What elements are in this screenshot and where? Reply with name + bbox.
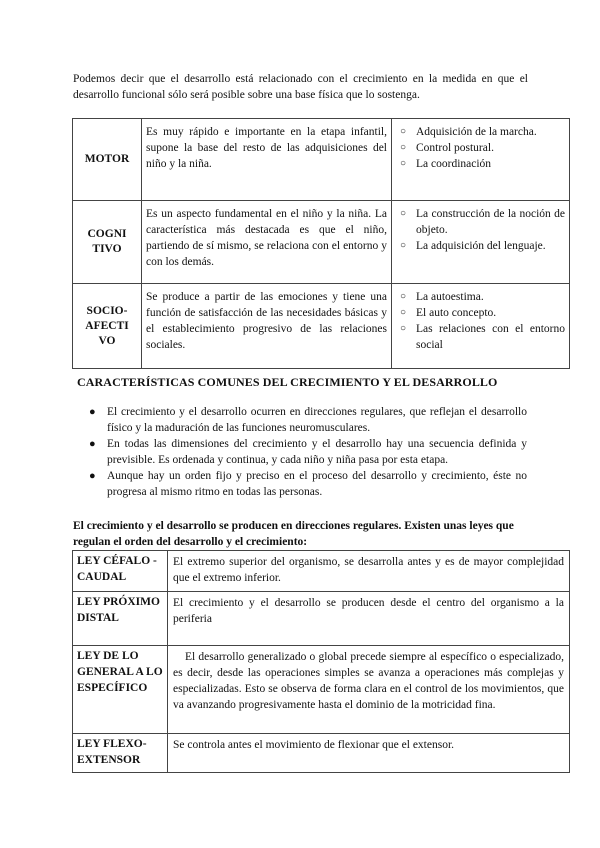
intro-paragraph: Podemos decir que el desarrollo está relacionado con el crecimiento en la medida en que el desarrollo funcional sólo será posible sobre una base física que lo sostenga. <box>73 73 528 101</box>
development-areas-table <box>72 118 570 369</box>
area-label-motor: MOTOR <box>73 119 142 201</box>
table-row <box>73 284 570 369</box>
area-description: Se produce a partir de las emociones y tiene una función de satisfacción de las necesidades básicas y el establecimiento progresivo de las relaciones sociales. <box>142 284 392 369</box>
circle-bullet-icon: ○ <box>400 323 407 334</box>
law-text: El desarrollo generalizado o global precede siempre al específico o especializado, es decir, desde las operaciones simples se avanza a operaciones más complejas y especializadas. Esto se observa de forma clara en el control de los movimientos, que va avanzando progresivamente hasta el dominio de la motricidad fina. <box>168 646 570 734</box>
list-item: ○ Adquisición de la marcha. <box>400 126 537 138</box>
area-label-cognitivo: COGNI TIVO <box>73 201 142 284</box>
list-item: ○ La adquisición del lenguaje. <box>400 240 546 252</box>
circle-bullet-icon: ○ <box>400 291 407 302</box>
circle-bullet-icon: ○ <box>400 158 407 169</box>
circle-bullet-icon: ○ <box>400 307 407 318</box>
circle-bullet-icon: ○ <box>400 142 407 153</box>
area-items <box>392 284 570 369</box>
list-item: ○ El auto concepto. <box>400 307 497 319</box>
area-label-socioafectivo: SOCIO-AFECTI VO <box>73 284 142 369</box>
table-row <box>73 551 570 592</box>
law-text: El extremo superior del organismo, se desarrolla antes y es de mayor complejidad que el extremo inferior. <box>168 551 570 592</box>
law-name: LEY PRÓXIMO DISTAL <box>73 592 168 646</box>
law-name: LEY DE LO GENERAL A LO ESPECÍFICO <box>73 646 168 734</box>
list-item: ○ Las relaciones con el entorno social <box>400 323 565 351</box>
circle-bullet-icon: ○ <box>400 126 407 137</box>
area-items <box>392 201 570 284</box>
table-row <box>73 119 570 201</box>
list-item: ○ La coordinación <box>400 158 492 170</box>
circle-bullet-icon: ○ <box>400 240 407 251</box>
list-item: ● El crecimiento y el desarrollo ocurren en direcciones regulares, que reflejan el desarrollo físico y la maduración de las funciones neuromusculares. <box>89 406 527 434</box>
list-item: ○ La construcción de la noción de objeto. <box>400 208 565 236</box>
dot-bullet-icon: ● <box>89 470 96 482</box>
common-characteristics-list <box>87 404 527 500</box>
area-description: Es muy rápido e importante en la etapa infantil, supone la base del resto de las adquisiciones del niño y la niña. <box>142 119 392 201</box>
table-row <box>73 646 570 734</box>
law-text: Se controla antes el movimiento de flexionar que el extensor. <box>168 734 570 773</box>
area-description: Es un aspecto fundamental en el niño y la niña. La característica más destacada es que el niño, partiendo de sí mismo, se relaciona con el entorno y con los demás. <box>142 201 392 284</box>
laws-intro: El crecimiento y el desarrollo se producen en direcciones regulares. Existen unas leyes que regulan el orden del desarrollo y el crecimiento: <box>73 520 514 548</box>
list-item: ● Aunque hay un orden fijo y preciso en el proceso del desarrollo y crecimiento, éste no progresa al mismo ritmo en todas las personas. <box>89 470 527 498</box>
table-row <box>73 734 570 773</box>
table-row <box>73 201 570 284</box>
table-row <box>73 592 570 646</box>
laws-table <box>72 550 570 773</box>
circle-bullet-icon: ○ <box>400 208 407 219</box>
list-item: ● En todas las dimensiones del crecimiento y el desarrollo hay una secuencia definida y previsible. Es ordenada y continua, y cada niño y niña pasa por esta etapa. <box>89 438 527 466</box>
dot-bullet-icon: ● <box>89 438 96 450</box>
law-name: LEY FLEXO-EXTENSOR <box>73 734 168 773</box>
law-name: LEY CÉFALO -CAUDAL <box>73 551 168 592</box>
section-title: CARACTERÍSTICAS COMUNES DEL CRECIMIENTO Y EL DESARROLLO <box>77 375 498 389</box>
area-items <box>392 119 570 201</box>
list-item: ○ La autoestima. <box>400 291 484 303</box>
law-text: El crecimiento y el desarrollo se producen desde el centro del organismo a la periferia <box>168 592 570 646</box>
dot-bullet-icon: ● <box>89 406 96 418</box>
list-item: ○ Control postural. <box>400 142 494 154</box>
